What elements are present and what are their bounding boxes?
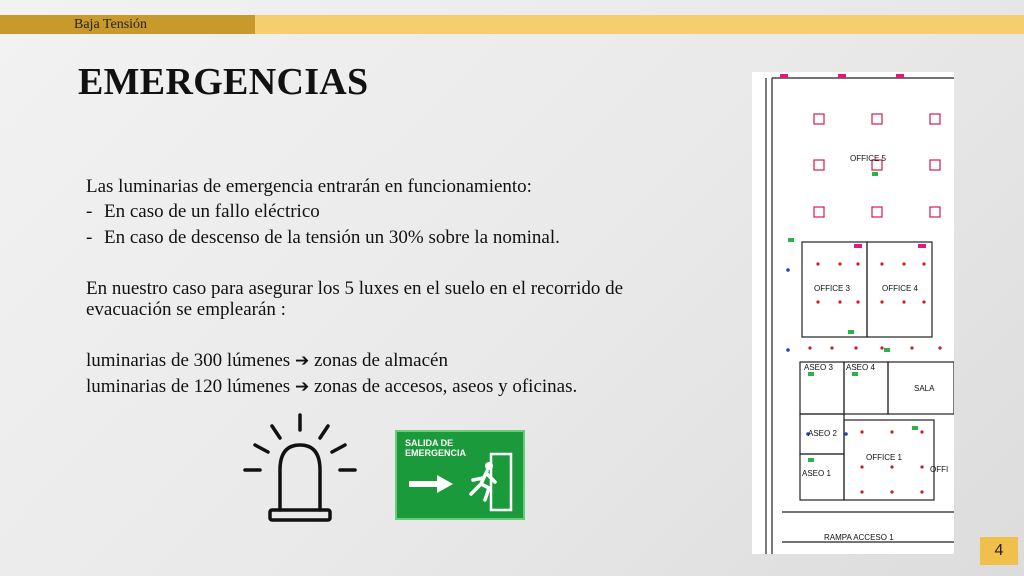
plan-label: ASEO 3 <box>804 363 833 372</box>
right-arrow-icon: ➔ <box>294 351 310 371</box>
section-label: Baja Tensión <box>74 17 148 32</box>
bullet-text: En caso de un fallo eléctrico <box>104 201 320 222</box>
page-number: 4 <box>980 537 1018 565</box>
floor-plan <box>752 72 954 554</box>
luminaria-120-label: luminarias de 120 lúmenes <box>86 376 291 397</box>
luminaria-300-zone: zonas de almacén <box>313 350 448 371</box>
plan-label: ASEO 1 <box>802 469 831 478</box>
bullet-item <box>86 226 560 250</box>
bullet-text: En caso de descenso de la tensión un 30% sobre la nominal. <box>104 227 560 248</box>
plan-label: ASEO 2 <box>808 429 837 438</box>
bullet-item <box>86 200 320 224</box>
luminaria-300-label: luminarias de 300 lúmenes <box>86 350 291 371</box>
bullet-dash: - <box>86 201 93 222</box>
emergency-beacon-icon <box>240 410 360 525</box>
luminaria-120-line <box>86 375 577 399</box>
right-arrow-icon: ➔ <box>294 377 310 397</box>
exit-sign <box>395 430 525 520</box>
plan-label: OFFICE 4 <box>882 284 919 293</box>
luminaria-300-line <box>86 349 448 373</box>
running-person-icon <box>461 452 515 512</box>
plan-label: OFFI <box>930 465 949 474</box>
luminaria-120-zone: zonas de accesos, aseos y oficinas. <box>313 376 578 397</box>
plan-label: SALA <box>914 384 935 393</box>
plan-label: OFFICE 5 <box>850 154 887 163</box>
plan-label: ASEO 4 <box>846 363 875 372</box>
paragraph-line: En nuestro caso para asegurar los 5 luxes en el suelo en el recorrido de <box>86 278 624 299</box>
plan-label: RAMPA ACCESO 1 <box>824 533 894 542</box>
bullet-dash: - <box>86 227 93 248</box>
paragraph-line: evacuación se emplearán : <box>86 299 286 320</box>
plan-label: OFFICE 1 <box>866 453 903 462</box>
slide-title: EMERGENCIAS <box>78 61 369 103</box>
exit-arrow-icon <box>407 472 457 496</box>
intro-text: Las luminarias de emergencia entrarán en funcionamiento: <box>86 176 532 197</box>
plan-label: OFFICE 3 <box>814 284 851 293</box>
exit-sign-text: SALIDA DE EMERGENCIA <box>405 438 467 458</box>
